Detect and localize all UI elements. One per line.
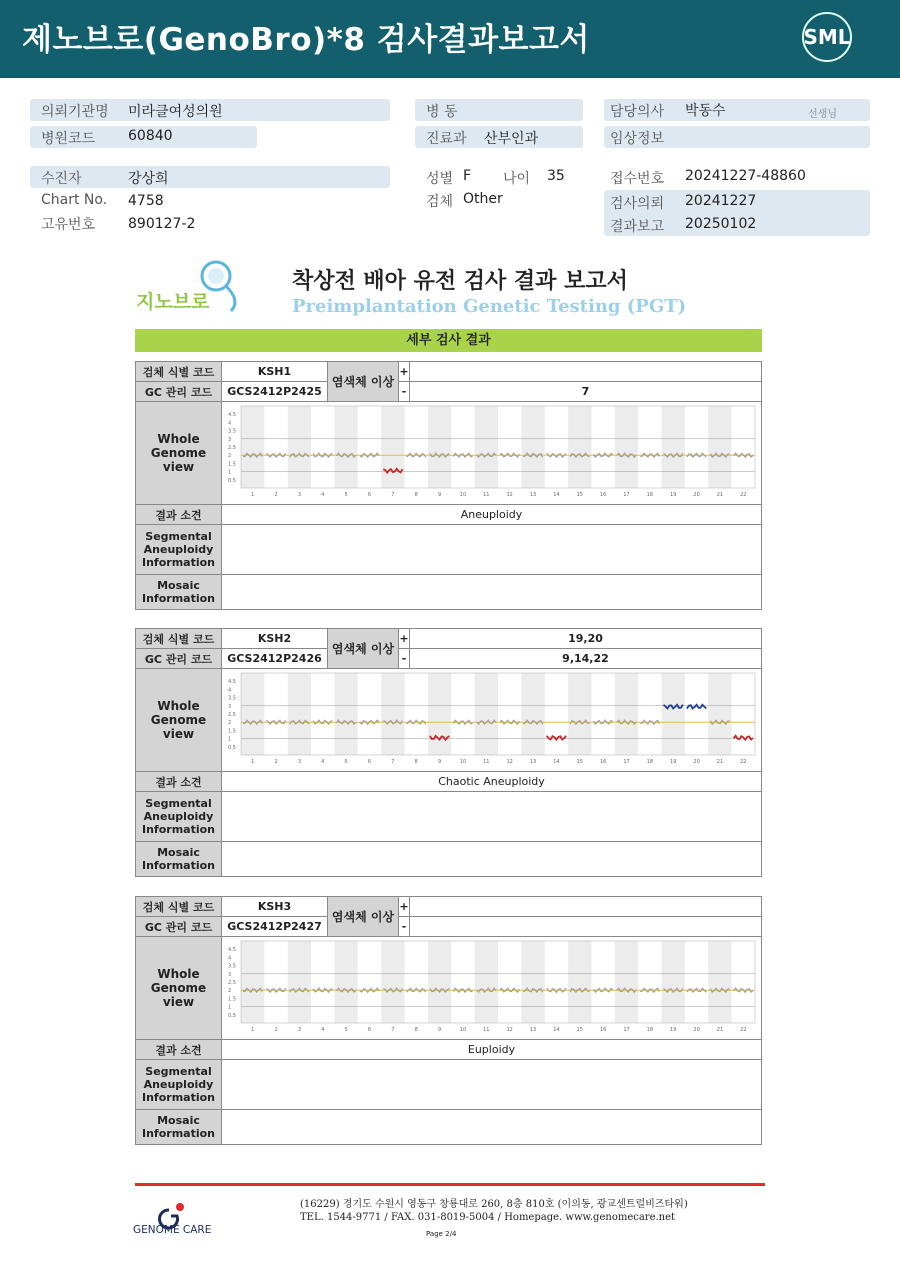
x-tick-label: 11 <box>483 492 490 498</box>
copy-number-trace <box>547 736 566 740</box>
chromosome-band <box>662 673 685 755</box>
y-tick-label: 1 <box>228 469 232 476</box>
y-tick-label: 4 <box>228 955 232 962</box>
x-tick-label: 1 <box>251 1027 255 1033</box>
sample-id-value: KSH2 <box>222 629 328 649</box>
sample-table <box>135 896 762 1145</box>
gain-value <box>410 897 762 917</box>
x-tick-label: 21 <box>716 759 724 765</box>
x-tick-label: 2 <box>274 492 278 498</box>
mosaic-label: Mosaic Information <box>136 1110 222 1145</box>
result-label: 결과 소견 <box>136 505 222 525</box>
copy-number-trace <box>734 988 753 992</box>
x-tick-label: 9 <box>437 492 442 498</box>
document-title: 제노브로(GenoBro)*8 검사결과보고서 <box>22 22 590 58</box>
x-tick-label: 22 <box>740 1027 747 1033</box>
name-label: 수진자 <box>41 171 82 187</box>
x-tick-label: 19 <box>670 759 677 765</box>
x-tick-label: 6 <box>367 492 372 498</box>
result-value: Euploidy <box>222 1040 762 1060</box>
x-tick-label: 7 <box>391 492 395 498</box>
y-tick-label: 1 <box>228 736 232 743</box>
x-tick-label: 3 <box>297 1027 302 1033</box>
top-header-bar <box>0 0 900 78</box>
chromosome-band <box>475 941 498 1023</box>
chromosome-band <box>428 673 451 755</box>
chromosome-band <box>662 941 685 1023</box>
copy-number-trace <box>594 453 613 457</box>
x-tick-label: 15 <box>576 492 583 498</box>
name-row <box>30 166 390 188</box>
gc-code-label: GC 관리 코드 <box>136 649 222 669</box>
wgv-cell <box>222 937 762 1040</box>
mosaic-value <box>222 1110 762 1145</box>
report-title: 착상전 배아 유전 검사 결과 보고서 <box>292 269 628 294</box>
y-tick-label: 1.5 <box>228 461 236 468</box>
copy-number-trace <box>734 453 753 457</box>
x-tick-label: 4 <box>321 1027 325 1033</box>
chromosome-band <box>568 673 591 755</box>
x-tick-label: 13 <box>529 492 537 498</box>
y-tick-label: 4.5 <box>228 412 236 419</box>
chromosome-band <box>615 673 638 755</box>
mosaic-label: Mosaic Information <box>136 842 222 877</box>
y-tick-label: 2.5 <box>228 445 236 451</box>
x-tick-label: 13 <box>529 759 537 765</box>
chromosome-band <box>381 673 404 755</box>
doctor-label: 담당의사 <box>610 104 665 120</box>
sex-label: 성별 <box>426 171 454 187</box>
x-tick-label: 19 <box>670 492 677 498</box>
chromosome-band <box>568 941 591 1023</box>
sample-table <box>135 361 762 610</box>
result-label: 결과 소견 <box>136 1040 222 1060</box>
x-tick-label: 3 <box>297 492 302 498</box>
chromosome-band <box>288 941 311 1023</box>
segmental-label: Segmental Aneuploidy Information <box>136 1060 222 1110</box>
x-tick-label: 20 <box>693 492 700 498</box>
request-label: 검사의뢰 <box>610 196 665 212</box>
sample-id-label: 검체 식별 코드 <box>136 362 222 382</box>
copy-number-trace <box>687 705 706 709</box>
x-tick-label: 21 <box>716 492 724 498</box>
chrom-abn-label: 염색체 이상 <box>328 362 399 402</box>
copy-number-trace <box>500 720 519 724</box>
y-tick-label: 2 <box>228 720 232 727</box>
y-tick-label: 1.5 <box>228 996 236 1003</box>
clinical-label: 임상정보 <box>610 131 665 147</box>
mosaic-value <box>222 575 762 610</box>
wgv-label: Whole Genome view <box>136 402 222 505</box>
chromosome-band <box>381 406 404 488</box>
sample-block <box>135 628 762 877</box>
chromosome-band <box>381 941 404 1023</box>
x-tick-label: 12 <box>506 492 513 498</box>
chart-value: 4758 <box>128 193 164 209</box>
y-tick-label: 2.5 <box>228 712 236 718</box>
segmental-value <box>222 1060 762 1110</box>
x-tick-label: 18 <box>646 1027 654 1033</box>
x-tick-label: 18 <box>646 759 654 765</box>
y-tick-label: 4 <box>228 687 232 694</box>
chrom-abn-label: 염색체 이상 <box>328 629 399 669</box>
institution-value: 미라클여성의원 <box>128 104 223 120</box>
x-tick-label: 9 <box>437 1027 442 1033</box>
copy-number-trace <box>500 988 519 992</box>
copy-number-trace <box>500 453 519 457</box>
chromosome-band <box>708 673 731 755</box>
x-tick-label: 9 <box>437 759 442 765</box>
report-label: 결과보고 <box>610 219 665 235</box>
segmental-value <box>222 525 762 575</box>
x-tick-label: 22 <box>740 492 747 498</box>
y-tick-label: 3 <box>228 703 232 710</box>
sml-logo: SML <box>802 12 852 62</box>
y-tick-label: 3.5 <box>228 963 236 970</box>
x-tick-label: 14 <box>553 759 560 765</box>
x-tick-label: 17 <box>623 759 630 765</box>
svg-text:GENOME CARE: GENOME CARE <box>133 1224 212 1236</box>
copy-number-trace <box>360 720 379 724</box>
y-tick-label: 2.5 <box>228 980 236 986</box>
specimen-label: 검체 <box>426 194 454 210</box>
footer-divider <box>135 1183 765 1186</box>
x-tick-label: 6 <box>367 1027 372 1033</box>
mosaic-label: Mosaic Information <box>136 575 222 610</box>
mosaic-value <box>222 842 762 877</box>
x-tick-label: 7 <box>391 759 395 765</box>
y-tick-label: 1.5 <box>228 728 236 735</box>
wgv-cell <box>222 669 762 772</box>
x-tick-label: 15 <box>576 1027 583 1033</box>
chart-label: Chart No. <box>41 192 108 208</box>
x-tick-label: 11 <box>483 1027 490 1033</box>
y-tick-label: 0.5 <box>228 1012 236 1019</box>
report-subtitle: Preimplantation Genetic Testing (PGT) <box>292 296 687 317</box>
x-tick-label: 5 <box>344 1027 348 1033</box>
minus-sign: - <box>399 649 410 669</box>
chromosome-band <box>475 673 498 755</box>
svg-text:지노브로: 지노브로 <box>136 291 210 313</box>
x-tick-label: 12 <box>506 1027 513 1033</box>
sample-id-label: 검체 식별 코드 <box>136 629 222 649</box>
chromosome-band <box>475 406 498 488</box>
x-tick-label: 4 <box>321 759 325 765</box>
x-tick-label: 6 <box>367 759 372 765</box>
chromosome-band <box>334 406 357 488</box>
gc-code-label: GC 관리 코드 <box>136 917 222 937</box>
x-tick-label: 10 <box>459 1027 467 1033</box>
segmental-label: Segmental Aneuploidy Information <box>136 525 222 575</box>
uid-label: 고유번호 <box>41 217 96 233</box>
section-header: 세부 검사 결과 <box>135 329 762 352</box>
y-tick-label: 3.5 <box>228 695 236 702</box>
y-tick-label: 1 <box>228 1004 232 1011</box>
x-tick-label: 16 <box>599 492 607 498</box>
chromosome-band <box>241 673 264 755</box>
hospital-code-value: 60840 <box>128 128 173 144</box>
chromosome-band <box>708 941 731 1023</box>
sample-block <box>135 361 762 610</box>
segmental-label: Segmental Aneuploidy Information <box>136 792 222 842</box>
dept-label: 진료과 <box>426 131 467 147</box>
page-number: Page 2/4 <box>426 1230 457 1238</box>
request-value: 20241227 <box>685 193 757 209</box>
x-tick-label: 12 <box>506 759 513 765</box>
chromosome-band <box>615 406 638 488</box>
x-tick-label: 16 <box>599 759 607 765</box>
doctor-suffix: 선생님 <box>808 109 837 120</box>
x-tick-label: 1 <box>251 759 255 765</box>
segmental-value <box>222 792 762 842</box>
x-tick-label: 7 <box>391 1027 395 1033</box>
result-label: 결과 소견 <box>136 772 222 792</box>
y-tick-label: 2 <box>228 453 232 460</box>
chromosome-band <box>615 941 638 1023</box>
chromosome-band <box>241 941 264 1023</box>
chromosome-band <box>334 941 357 1023</box>
x-tick-label: 4 <box>321 492 325 498</box>
x-tick-label: 10 <box>459 759 467 765</box>
loss-value: 7 <box>410 382 762 402</box>
y-tick-label: 3 <box>228 436 232 443</box>
x-tick-label: 19 <box>670 1027 677 1033</box>
y-tick-label: 0.5 <box>228 477 236 484</box>
x-tick-label: 20 <box>693 1027 700 1033</box>
wgv-cell <box>222 402 762 505</box>
chromosome-band <box>241 406 264 488</box>
wgv-label: Whole Genome view <box>136 669 222 772</box>
chromosome-band <box>428 406 451 488</box>
address-line: (16229) 경기도 수원시 영동구 창룡대로 260, 8층 810호 (이의동, 광교센트럴비즈타워) <box>300 1199 688 1210</box>
sex-value: F <box>463 168 472 184</box>
result-value: Chaotic Aneuploidy <box>222 772 762 792</box>
copy-number-trace <box>734 736 753 740</box>
age-value: 35 <box>547 168 565 184</box>
sample-block <box>135 896 762 1145</box>
sample-id-value: KSH1 <box>222 362 328 382</box>
minus-sign: - <box>399 917 410 937</box>
genome-plot <box>225 669 758 768</box>
x-tick-label: 22 <box>740 759 747 765</box>
x-tick-label: 5 <box>344 759 348 765</box>
y-tick-label: 4 <box>228 420 232 427</box>
x-tick-label: 14 <box>553 1027 560 1033</box>
x-tick-label: 15 <box>576 759 583 765</box>
gc-code-value: GCS2412P2425 <box>222 382 328 402</box>
hospital-code-label: 병원코드 <box>41 131 96 147</box>
x-tick-label: 17 <box>623 1027 630 1033</box>
y-tick-label: 3.5 <box>228 428 236 435</box>
x-tick-label: 8 <box>414 492 418 498</box>
x-tick-label: 11 <box>483 759 490 765</box>
result-value: Aneuploidy <box>222 505 762 525</box>
x-tick-label: 2 <box>274 1027 278 1033</box>
y-tick-label: 3 <box>228 971 232 978</box>
name-value: 강상희 <box>128 171 169 187</box>
sample-table <box>135 628 762 877</box>
footer-address <box>300 1198 688 1224</box>
receipt-label: 접수번호 <box>610 171 665 187</box>
chromosome-band <box>521 673 544 755</box>
gain-value <box>410 362 762 382</box>
gc-code-value: GCS2412P2426 <box>222 649 328 669</box>
wgv-label: Whole Genome view <box>136 937 222 1040</box>
contact-line: TEL. 1544-9771 / FAX. 031-8019-5004 / Homepage. www.genomecare.net <box>300 1212 676 1223</box>
receipt-value: 20241227-48860 <box>685 168 806 184</box>
chrom-abn-label: 염색체 이상 <box>328 897 399 937</box>
plus-sign: + <box>399 897 410 917</box>
uid-value: 890127-2 <box>128 216 196 232</box>
copy-number-trace <box>360 453 379 457</box>
x-tick-label: 8 <box>414 1027 418 1033</box>
gain-value: 19,20 <box>410 629 762 649</box>
x-tick-label: 8 <box>414 759 418 765</box>
institution-label: 의뢰기관명 <box>41 104 109 120</box>
genobro-logo <box>136 256 246 316</box>
chromosome-band <box>521 941 544 1023</box>
ward-label: 병 동 <box>426 104 458 120</box>
y-tick-label: 0.5 <box>228 744 236 751</box>
report-value: 20250102 <box>685 216 757 232</box>
specimen-value: Other <box>463 191 503 207</box>
x-tick-label: 2 <box>274 759 278 765</box>
copy-number-trace <box>594 720 613 724</box>
x-tick-label: 3 <box>297 759 302 765</box>
y-tick-label: 2 <box>228 988 232 995</box>
x-tick-label: 16 <box>599 1027 607 1033</box>
x-tick-label: 1 <box>251 492 255 498</box>
chromosome-band <box>334 673 357 755</box>
copy-number-trace <box>594 988 613 992</box>
doctor-value: 박동수 <box>685 103 726 119</box>
plus-sign: + <box>399 629 410 649</box>
dept-value: 산부인과 <box>484 131 539 147</box>
x-tick-label: 14 <box>553 492 560 498</box>
x-tick-label: 21 <box>716 1027 724 1033</box>
sample-id-value: KSH3 <box>222 897 328 917</box>
chromosome-band <box>428 941 451 1023</box>
chromosome-band <box>288 406 311 488</box>
chromosome-band <box>662 406 685 488</box>
y-tick-label: 4.5 <box>228 679 236 686</box>
genome-plot <box>225 937 758 1036</box>
x-tick-label: 5 <box>344 492 348 498</box>
age-label: 나이 <box>503 171 531 187</box>
x-tick-label: 10 <box>459 492 467 498</box>
chromosome-band <box>568 406 591 488</box>
chromosome-band <box>708 406 731 488</box>
plus-sign: + <box>399 362 410 382</box>
loss-value <box>410 917 762 937</box>
x-tick-label: 13 <box>529 1027 537 1033</box>
chromosome-band <box>288 673 311 755</box>
loss-value: 9,14,22 <box>410 649 762 669</box>
genome-care-logo <box>133 1196 228 1238</box>
chromosome-band <box>521 406 544 488</box>
sample-id-label: 검체 식별 코드 <box>136 897 222 917</box>
y-tick-label: 4.5 <box>228 947 236 954</box>
gc-code-label: GC 관리 코드 <box>136 382 222 402</box>
x-tick-label: 18 <box>646 492 654 498</box>
genome-plot <box>225 402 758 501</box>
gc-code-value: GCS2412P2427 <box>222 917 328 937</box>
x-tick-label: 20 <box>693 759 700 765</box>
minus-sign: - <box>399 382 410 402</box>
x-tick-label: 17 <box>623 492 630 498</box>
copy-number-trace <box>360 988 379 992</box>
